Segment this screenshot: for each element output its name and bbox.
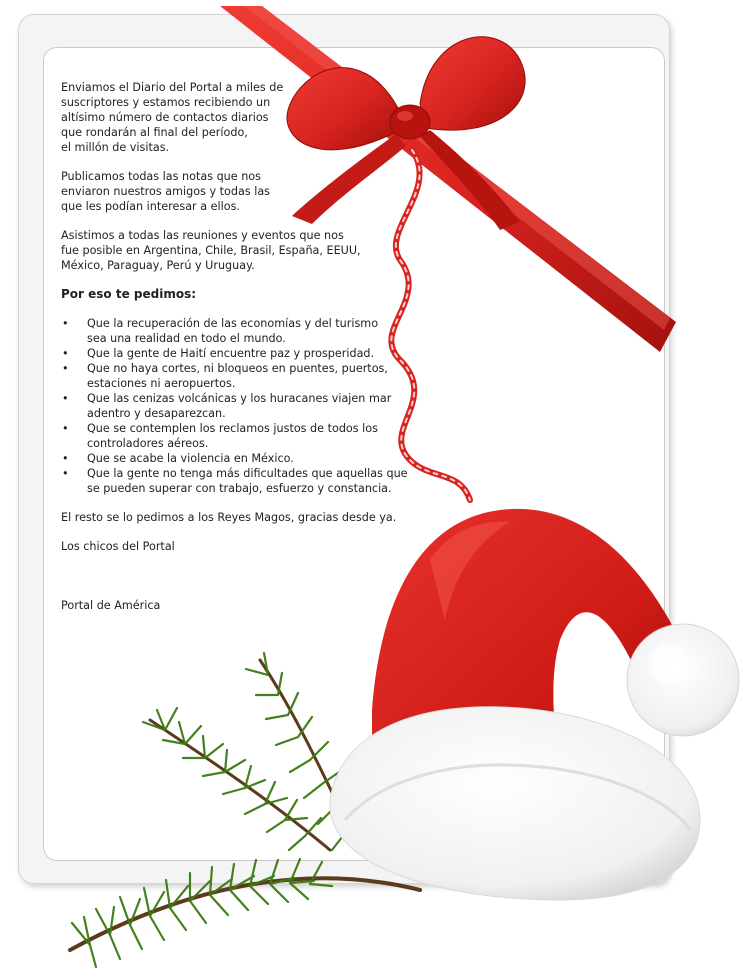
closing-line: El resto se lo pedimos a los Reyes Magos, gracias desde ya. — [61, 511, 397, 524]
bullet-icon: • — [62, 317, 69, 330]
signature: Los chicos del Portal — [61, 540, 175, 553]
bullet-icon: • — [62, 362, 69, 375]
red-ribbon-bow — [220, 6, 676, 500]
wish-text: Que no haya cortes, ni bloqueos en puentes, puertos, estaciones ni aeropuertos. — [87, 362, 388, 390]
bullet-icon: • — [62, 392, 69, 405]
wish-text: Que la gente de Haití encuentre paz y prosperidad. — [87, 347, 375, 360]
paragraph-publications: Publicamos todas las notas que nos enviaron nuestros amigos y todas las que les podían interesar a ellos. — [61, 170, 271, 213]
wish-text: Que la recuperación de las economías y del turismo sea una realidad en todo el mundo. — [87, 317, 379, 345]
bullet-icon: • — [62, 467, 69, 480]
bullet-icon: • — [62, 422, 69, 435]
santa-hat — [330, 509, 739, 900]
bullet-icon: • — [62, 347, 69, 360]
paragraph-subscribers: Enviamos el Diario del Portal a miles de suscriptores y estamos recibiendo un altísimo número de contactos diarios que rondarán al final del período, el millón de visitas. — [61, 81, 284, 154]
organization-name: Portal de América — [61, 599, 161, 612]
paragraph-events: Asistimos a todas las reuniones y eventos que nos fue posible en Argentina, Chile, Brasil, España, EEUU, México, Paraguay, Perú y Uruguay. — [61, 229, 361, 272]
wishes-heading: Por eso te pedimos: — [61, 287, 197, 301]
bullet-icon: • — [62, 452, 69, 465]
wish-text: Que la gente no tenga más dificultades que aquellas que se pueden superar con trabajo, esfuerzo y constancia. — [87, 467, 408, 495]
wish-text: Que las cenizas volcánicas y los huracanes viajen mar adentro y desaparezcan. — [87, 392, 392, 420]
wish-text: Que se contemplen los reclamos justos de todos los controladores aéreos. — [87, 422, 378, 450]
wish-text: Que se acabe la violencia en México. — [87, 452, 294, 465]
